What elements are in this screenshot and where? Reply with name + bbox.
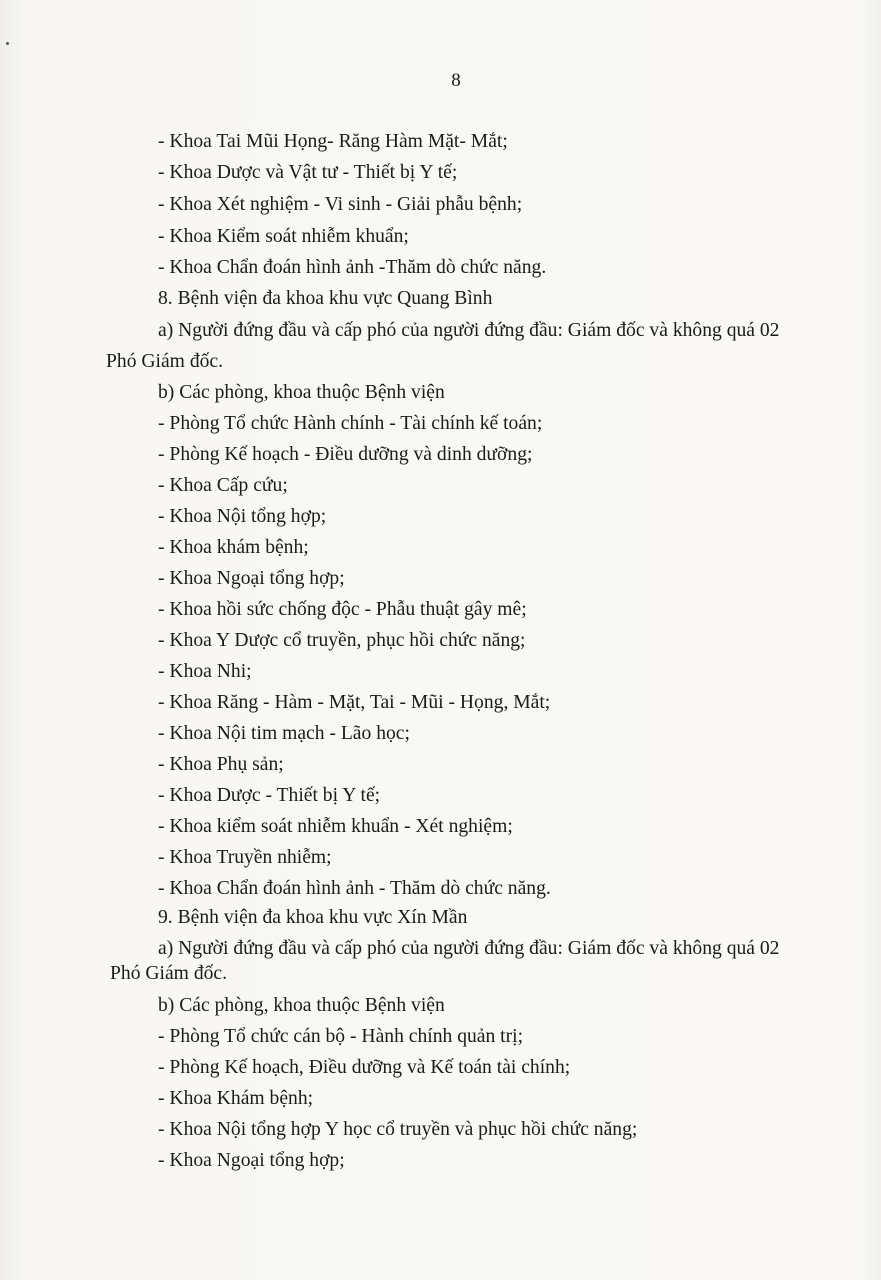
page-number: 8 (451, 70, 461, 91)
list-item: - Khoa Ngoại tổng hợp; (158, 568, 345, 589)
list-item: - Khoa Dược - Thiết bị Y tế; (158, 785, 381, 806)
text-line: - Khoa Dược và Vật tư - Thiết bị Y tế; (158, 162, 458, 183)
text-line: a) Người đứng đầu và cấp phó của người đứng đầu: Giám đốc và không quá 02 (158, 938, 780, 959)
list-item: - Khoa Nhi; (158, 661, 252, 682)
list-item: - Khoa Y Dược cổ truyền, phục hồi chức năng; (158, 630, 526, 651)
text-line: - Khoa Kiểm soát nhiễm khuẩn; (158, 226, 409, 247)
text-line: - Khoa Chẩn đoán hình ảnh -Thăm dò chức năng. (158, 257, 547, 278)
list-item: - Khoa Cấp cứu; (158, 475, 288, 496)
list-item: - Khoa Khám bệnh; (158, 1088, 314, 1109)
list-item: - Phòng Kế hoạch, Điều dưỡng và Kế toán tài chính; (158, 1057, 571, 1078)
text-line: Phó Giám đốc. (106, 351, 224, 372)
scan-speck (6, 42, 9, 45)
list-item: - Phòng Tổ chức cán bộ - Hành chính quản trị; (158, 1026, 524, 1047)
text-line: - Khoa Xét nghiệm - Vi sinh - Giải phẫu bệnh; (158, 194, 523, 215)
list-item: - Khoa Nội tổng hợp; (158, 506, 327, 527)
text-line: Phó Giám đốc. (110, 963, 228, 984)
list-item: - Khoa Chẩn đoán hình ảnh - Thăm dò chức năng. (158, 878, 551, 899)
subsection-heading: b) Các phòng, khoa thuộc Bệnh viện (158, 382, 445, 403)
list-item: - Khoa Nội tim mạch - Lão học; (158, 723, 410, 744)
list-item: - Khoa Răng - Hàm - Mặt, Tai - Mũi - Họng, Mắt; (158, 692, 551, 713)
text-line: a) Người đứng đầu và cấp phó của người đứng đầu: Giám đốc và không quá 02 (158, 320, 780, 341)
list-item: - Khoa hồi sức chống độc - Phẫu thuật gây mê; (158, 599, 527, 620)
list-item: - Khoa kiểm soát nhiễm khuẩn - Xét nghiệm; (158, 816, 513, 837)
list-item: - Khoa Nội tổng hợp Y học cổ truyền và phục hồi chức năng; (158, 1119, 638, 1140)
list-item: - Khoa khám bệnh; (158, 537, 309, 558)
list-item: - Khoa Ngoại tổng hợp; (158, 1150, 345, 1171)
text-line: - Khoa Tai Mũi Họng- Răng Hàm Mặt- Mắt; (158, 131, 508, 152)
list-item: - Khoa Truyền nhiễm; (158, 847, 332, 868)
section-heading: 8. Bệnh viện đa khoa khu vực Quang Bình (158, 288, 493, 309)
list-item: - Phòng Kế hoạch - Điều dưỡng và dinh dưỡng; (158, 444, 533, 465)
list-item: - Khoa Phụ sản; (158, 754, 284, 775)
section-heading: 9. Bệnh viện đa khoa khu vực Xín Mần (158, 907, 468, 928)
list-item: - Phòng Tổ chức Hành chính - Tài chính kế toán; (158, 413, 543, 434)
subsection-heading: b) Các phòng, khoa thuộc Bệnh viện (158, 995, 445, 1016)
